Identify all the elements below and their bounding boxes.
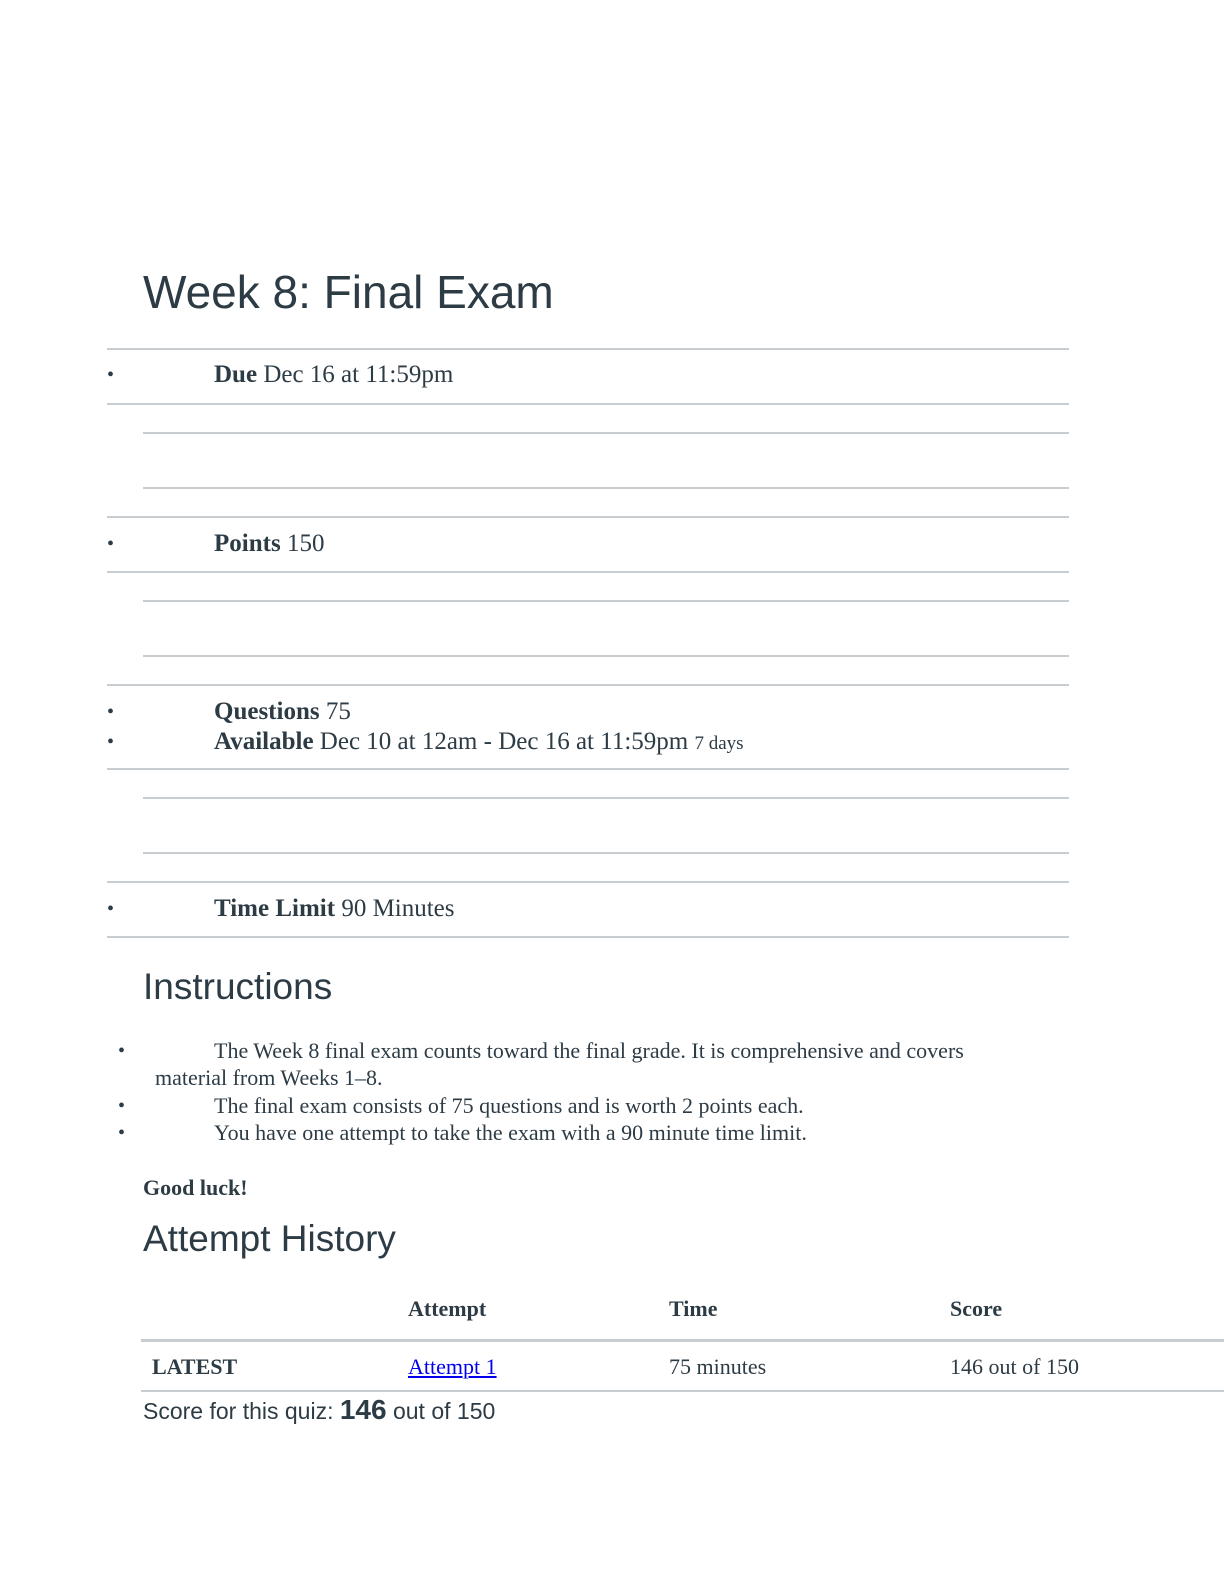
divider xyxy=(107,881,1069,883)
bullet: • xyxy=(118,1122,126,1144)
available-value: Dec 10 at 12am - Dec 16 at 11:59pm xyxy=(319,728,689,755)
divider xyxy=(143,852,1069,854)
quiz-score-suffix: out of 150 xyxy=(386,1398,496,1424)
due-value: Dec 16 at 11:59pm xyxy=(263,361,454,388)
quiz-score-prefix: Score for this quiz: xyxy=(143,1398,340,1424)
quiz-score-value: 146 xyxy=(339,1394,387,1425)
bullet: • xyxy=(118,1095,126,1117)
table-header-attempt: Attempt xyxy=(408,1296,487,1321)
table-header-time: Time xyxy=(669,1296,718,1321)
quiz-score xyxy=(143,1394,495,1426)
bullet: • xyxy=(107,898,115,920)
attempt-score: 146 out of 150 xyxy=(950,1354,1079,1379)
time-limit-detail xyxy=(214,895,455,923)
divider xyxy=(107,684,1069,686)
divider xyxy=(107,571,1069,573)
divider xyxy=(143,487,1069,489)
good-luck-text: Good luck! xyxy=(143,1175,248,1200)
divider xyxy=(107,516,1069,518)
instruction-item-2: The final exam consists of 75 questions and is worth 2 points each. xyxy=(214,1093,804,1118)
attempt-history-heading: Attempt History xyxy=(143,1218,396,1259)
divider xyxy=(107,936,1069,938)
attempt-1-link[interactable]: Attempt 1 xyxy=(408,1354,497,1379)
questions-detail xyxy=(214,698,351,726)
points-detail xyxy=(214,530,324,558)
points-label: Points xyxy=(214,530,281,557)
instruction-item-1: The Week 8 final exam counts toward the final grade. It is comprehensive and covers xyxy=(214,1038,964,1063)
questions-value: 75 xyxy=(325,698,351,725)
due-label: Due xyxy=(214,361,258,388)
divider xyxy=(107,403,1069,405)
time-limit-value: 90 Minutes xyxy=(341,895,455,922)
instructions-heading: Instructions xyxy=(143,966,333,1007)
available-label: Available xyxy=(214,728,314,755)
questions-label: Questions xyxy=(214,698,320,725)
divider xyxy=(143,600,1069,602)
bullet: • xyxy=(107,533,115,555)
bullet: • xyxy=(107,731,115,753)
divider xyxy=(143,655,1069,657)
divider xyxy=(143,432,1069,434)
latest-tag: LATEST xyxy=(152,1354,238,1379)
due-detail xyxy=(214,361,453,389)
instruction-item-3: You have one attempt to take the exam with a 90 minute time limit. xyxy=(214,1120,807,1145)
divider xyxy=(107,348,1069,350)
time-limit-label: Time Limit xyxy=(214,895,336,922)
table-header-divider xyxy=(141,1339,1224,1342)
bullet: • xyxy=(107,701,115,723)
points-value: 150 xyxy=(286,530,325,557)
bullet: • xyxy=(107,364,115,386)
table-header-score: Score xyxy=(950,1296,1003,1321)
available-detail xyxy=(214,728,744,756)
attempt-time: 75 minutes xyxy=(669,1354,767,1379)
bullet: • xyxy=(118,1040,126,1062)
page-title: Week 8: Final Exam xyxy=(143,266,554,318)
divider xyxy=(143,797,1069,799)
available-duration: 7 days xyxy=(694,733,744,754)
table-row-divider xyxy=(141,1390,1224,1392)
instruction-item-1-continued: material from Weeks 1–8. xyxy=(155,1065,383,1090)
divider xyxy=(107,768,1069,770)
